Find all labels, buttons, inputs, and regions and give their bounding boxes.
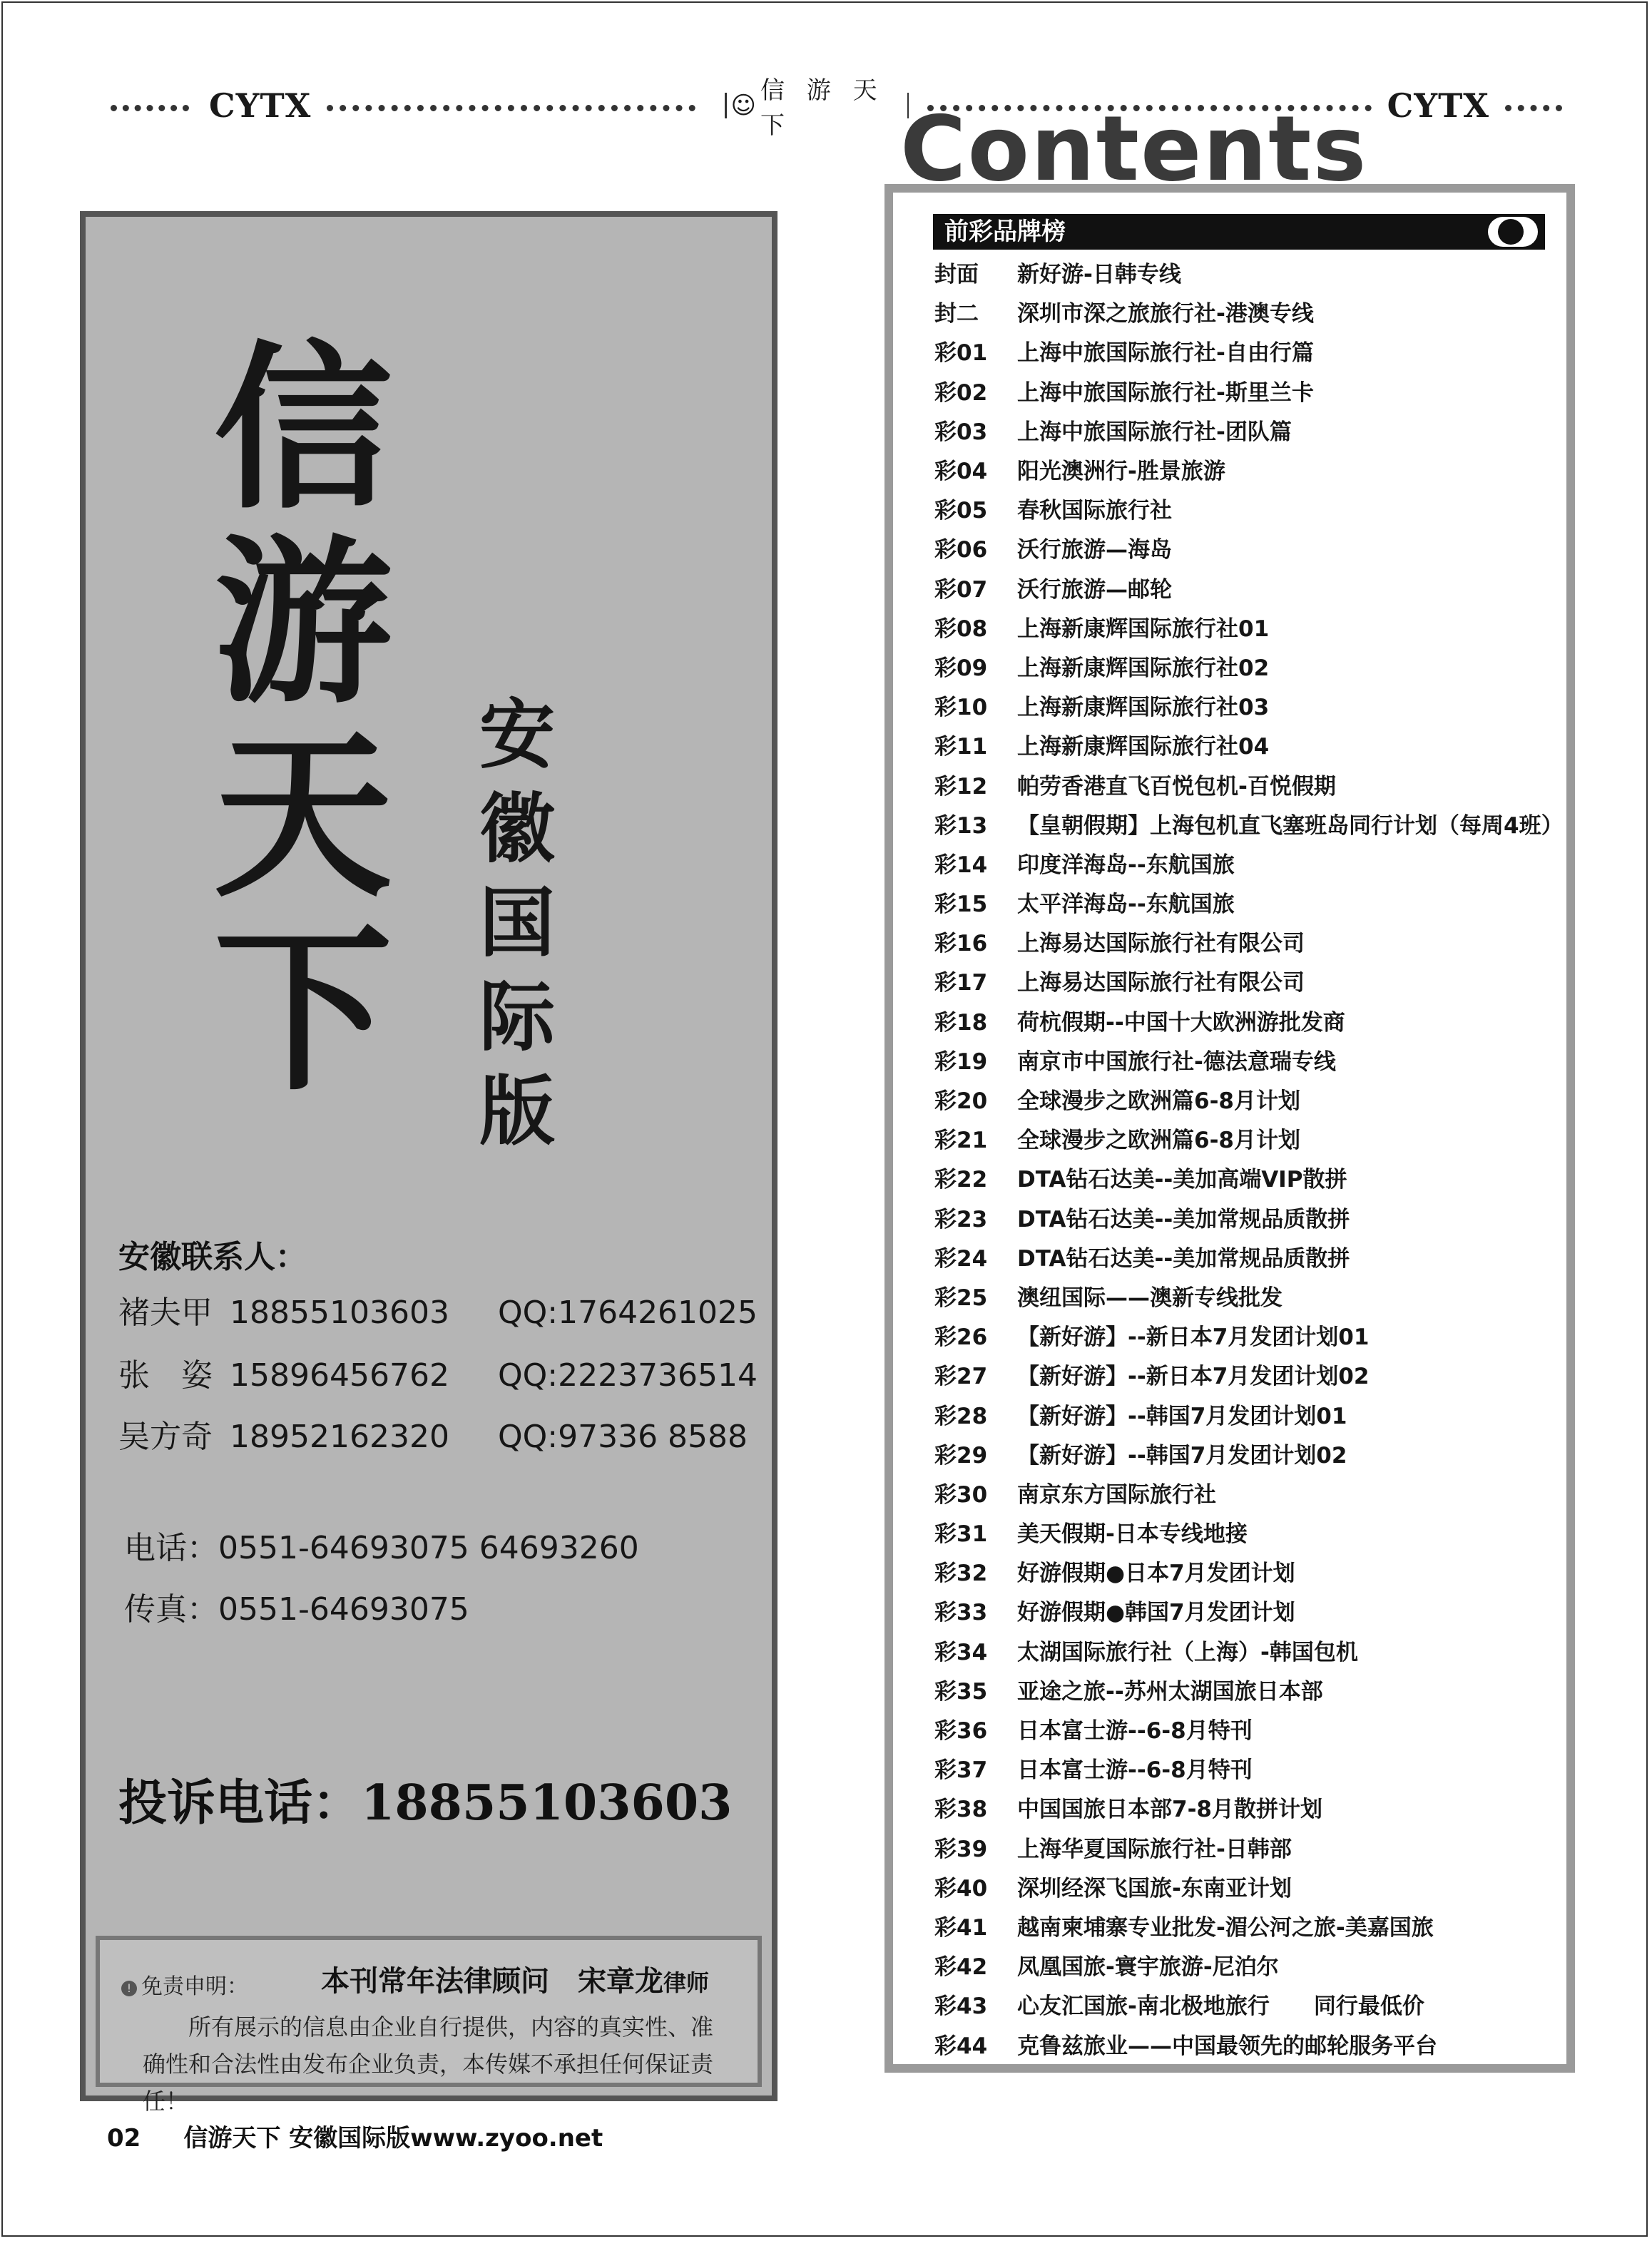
dotted-rule [327, 105, 695, 111]
toc-title: DTA钻石达美--美加常规品质散拼 [1017, 1206, 1350, 1232]
toc-item[interactable] [934, 764, 1562, 803]
toc-title: 上海新康辉国际旅行社03 [1017, 695, 1270, 721]
toc-item[interactable] [934, 1827, 1562, 1867]
toc-title: 荷杭假期--中国十大欧洲游批发商 [1017, 1009, 1345, 1036]
toc-page: 封二 [934, 301, 979, 327]
toc-item[interactable] [934, 1473, 1562, 1512]
toc-page: 彩38 [934, 1797, 988, 1823]
disclaimer-box [96, 1936, 762, 2115]
contact-phone: 18855103603 [230, 1295, 449, 1331]
info-icon: ! [121, 1981, 137, 1996]
toc-item[interactable] [934, 804, 1562, 843]
toc-page: 彩07 [934, 576, 988, 603]
toc-page: 彩18 [934, 1009, 988, 1036]
toc-page: 彩34 [934, 1639, 988, 1665]
disclaimer-label-text: 免责申明： [141, 1974, 248, 1999]
toc-item[interactable] [934, 252, 1562, 292]
contact-phone: 18952162320 [230, 1419, 449, 1455]
toc-title: 好游假期●韩国7月发团计划 [1017, 1600, 1295, 1626]
toc-item[interactable] [934, 1630, 1562, 1670]
contact-qq: QQ:1764261025 [498, 1295, 758, 1331]
toc-item[interactable] [934, 1198, 1562, 1237]
contact-name: 吴方奇 [118, 1419, 213, 1455]
toc-item[interactable] [934, 410, 1562, 449]
toc-title: 【新好游】--新日本7月发团计划02 [1017, 1364, 1370, 1390]
toc-item[interactable] [934, 528, 1562, 567]
toc-page: 彩40 [934, 1875, 988, 1901]
toc-item[interactable] [934, 1434, 1562, 1473]
toc-page: 彩04 [934, 459, 988, 485]
fax: 传真：0551-64693075 [124, 1591, 469, 1628]
toc-page: 彩30 [934, 1481, 988, 1508]
toc-item[interactable] [934, 1867, 1562, 1906]
toc-title: 太平洋海岛--东航国旅 [1017, 892, 1235, 918]
toc-title: 帕劳香港直飞百悦包机-百悦假期 [1017, 773, 1336, 800]
subtitle-char: 国 [479, 878, 555, 967]
header-brand-right: CYTX [1387, 86, 1489, 125]
toc-page: 彩29 [934, 1442, 988, 1469]
toc-title: 【新好游】--韩国7月发团计划01 [1017, 1403, 1347, 1429]
toc-page: 彩03 [934, 419, 988, 445]
toc-item[interactable] [934, 961, 1562, 1000]
toc-page: 彩02 [934, 379, 988, 406]
toc-page: 彩08 [934, 616, 988, 642]
subtitle-char: 际 [479, 972, 555, 1061]
toc-item[interactable] [934, 1984, 1562, 2023]
telephone: 电话：0551-64693075 64693260 [124, 1530, 639, 1566]
divider [725, 93, 727, 118]
toc-item[interactable] [934, 1118, 1562, 1158]
toc-page: 彩11 [934, 734, 988, 760]
title-char: 游 [214, 517, 392, 727]
toc-item[interactable] [934, 449, 1562, 489]
toc-title: DTA钻石达美--美加高端VIP散拼 [1017, 1167, 1347, 1193]
toc-item[interactable] [934, 1040, 1562, 1079]
toc-item[interactable] [934, 1276, 1562, 1315]
toc-item[interactable] [934, 1512, 1562, 1551]
toc-list [934, 252, 1562, 2063]
title-char: 信 [214, 323, 392, 533]
title-char: 下 [214, 905, 392, 1115]
toc-title: 南京东方国际旅行社 [1017, 1481, 1216, 1508]
table-of-contents [884, 184, 1575, 2073]
toc-page: 彩24 [934, 1245, 988, 1272]
toc-item[interactable] [934, 1591, 1562, 1630]
disclaimer-text: 所有展示的信息由企业自行提供，内容的真实性、准确性和合法性由发布企业负责，本传媒不承担任何保证责任！ [143, 2013, 714, 2115]
toc-item[interactable] [934, 1906, 1562, 1945]
toc-page: 彩01 [934, 340, 988, 367]
contact-name: 褚夫甲 [118, 1295, 213, 1331]
header-left [111, 84, 695, 127]
toc-title: 上海新康辉国际旅行社02 [1017, 655, 1270, 681]
toc-page: 彩12 [934, 773, 988, 800]
toc-item[interactable] [934, 489, 1562, 528]
toc-title: 克鲁兹旅业——中国最领先的邮轮服务平台 [1017, 2033, 1437, 2059]
toc-title: 越南柬埔寨专业批发-湄公河之旅-美嘉国旅 [1017, 1914, 1434, 1941]
legal-counsel-text: 本刊常年法律顾问 宋章龙 [321, 1965, 663, 1998]
toc-title: 澳纽国际——澳新专线批发 [1017, 1285, 1283, 1311]
dotted-rule [111, 105, 189, 111]
toc-title: 印度洋海岛--东航国旅 [1017, 852, 1235, 878]
toc-title: 上海易达国际旅行社有限公司 [1017, 931, 1305, 957]
title-char: 天 [214, 711, 392, 921]
toc-title: 新好游-日韩专线 [1017, 262, 1181, 288]
toc-item[interactable] [934, 1787, 1562, 1827]
toc-page: 彩20 [934, 1088, 988, 1115]
toc-title: 上海中旅国际旅行社-斯里兰卡 [1017, 379, 1314, 406]
toc-page: 彩37 [934, 1757, 988, 1784]
page-footer [107, 2118, 603, 2153]
toc-page: 彩35 [934, 1678, 988, 1705]
toc-item[interactable] [934, 1670, 1562, 1709]
toc-title: 凤凰国旅-寰宇旅游-尼泊尔 [1017, 1954, 1279, 1981]
toc-item[interactable] [934, 1748, 1562, 1787]
toc-page: 彩42 [934, 1954, 988, 1981]
contact-row [118, 1411, 748, 1456]
toc-title: 中国国旅日本部7-8月散拼计划 [1017, 1797, 1323, 1823]
toc-item[interactable] [934, 1158, 1562, 1197]
toc-item[interactable] [934, 843, 1562, 882]
section-title: 前彩品牌榜 [944, 218, 1066, 246]
toc-item[interactable] [934, 1315, 1562, 1354]
complaint-hotline: 投诉电话：18855103603 [118, 1775, 733, 1832]
toc-item[interactable] [934, 646, 1562, 685]
toc-page: 彩15 [934, 892, 988, 918]
header-brand-left: CYTX [209, 86, 312, 125]
toc-page: 彩23 [934, 1206, 988, 1232]
toc-title: 深圳经深飞国旅-东南亚计划 [1017, 1875, 1292, 1901]
toc-page: 彩27 [934, 1364, 988, 1390]
toc-page: 彩28 [934, 1403, 988, 1429]
circle-icon [1488, 217, 1538, 247]
subtitle-char: 徽 [479, 784, 555, 873]
toc-title: 上海华夏国际旅行社-日韩部 [1017, 1836, 1292, 1862]
toc-page: 彩19 [934, 1048, 988, 1075]
toc-page: 彩39 [934, 1836, 988, 1862]
toc-item[interactable] [934, 1354, 1562, 1394]
toc-page: 彩06 [934, 537, 988, 563]
toc-title: 美天假期-日本专线地接 [1017, 1521, 1248, 1548]
toc-item[interactable] [934, 1709, 1562, 1748]
toc-page: 彩43 [934, 1994, 988, 2020]
toc-title: 太湖国际旅行社（上海）-韩国包机 [1017, 1639, 1358, 1665]
toc-item[interactable] [934, 685, 1562, 725]
toc-title: 上海易达国际旅行社有限公司 [1017, 970, 1305, 996]
toc-item[interactable] [934, 607, 1562, 646]
disclaimer-label [121, 1969, 248, 2000]
toc-item[interactable] [934, 371, 1562, 410]
toc-item[interactable] [934, 331, 1562, 370]
toc-title: 上海新康辉国际旅行社04 [1017, 734, 1270, 760]
magazine-info-panel [80, 211, 777, 2115]
toc-title: 亚途之旅--苏州太湖国旅日本部 [1017, 1678, 1323, 1705]
toc-item[interactable] [934, 1079, 1562, 1118]
contact-phone: 15896456762 [230, 1357, 449, 1394]
toc-page: 彩10 [934, 695, 988, 721]
toc-page: 彩33 [934, 1600, 988, 1626]
toc-item[interactable] [934, 882, 1562, 922]
contents-title: Contents [900, 96, 1368, 201]
header-center-text: 信 游 天 下 [760, 76, 884, 140]
edition-subtitle [474, 688, 560, 1158]
toc-page: 彩32 [934, 1561, 988, 1587]
toc-page: 彩09 [934, 655, 988, 681]
toc-item[interactable] [934, 725, 1562, 764]
toc-item[interactable] [934, 568, 1562, 607]
toc-title: 上海中旅国际旅行社-团队篇 [1017, 419, 1292, 445]
contact-qq: QQ:2223736514 [498, 1357, 758, 1394]
smiley-icon: ☺ [730, 91, 756, 120]
toc-page: 彩36 [934, 1718, 988, 1745]
toc-page: 彩17 [934, 970, 988, 996]
subtitle-char: 安 [479, 690, 555, 779]
page-number: 02 [107, 2124, 141, 2153]
contact-name: 张 姿 [118, 1357, 213, 1394]
toc-title: 深圳市深之旅旅行社-港澳专线 [1017, 301, 1314, 327]
toc-page: 彩44 [934, 2033, 988, 2059]
contacts-heading: 安徽联系人： [118, 1239, 307, 1275]
toc-title: 好游假期●日本7月发团计划 [1017, 1561, 1295, 1587]
toc-title: 南京市中国旅行社-德法意瑞专线 [1017, 1048, 1336, 1075]
dotted-rule [1505, 105, 1562, 111]
toc-title: 日本富士游--6-8月特刊 [1017, 1718, 1253, 1745]
toc-page: 彩25 [934, 1285, 988, 1311]
toc-title: 【新好游】--新日本7月发团计划01 [1017, 1324, 1370, 1351]
toc-item[interactable] [934, 1551, 1562, 1591]
header-center [720, 76, 913, 140]
toc-title: 心友汇国旅-南北极地旅行 同行最低价 [1017, 1994, 1424, 2020]
legal-counsel [321, 1959, 709, 1999]
toc-page: 封面 [934, 262, 979, 288]
toc-item[interactable] [934, 1001, 1562, 1040]
toc-item[interactable] [934, 2023, 1562, 2063]
toc-page: 彩05 [934, 498, 988, 524]
toc-title: 阳光澳洲行-胜景旅游 [1017, 459, 1225, 485]
toc-title: 沃行旅游—海岛 [1017, 537, 1172, 563]
toc-title: 【皇朝假期】上海包机直飞塞班岛同行计划（每周4班） [1017, 812, 1564, 839]
toc-title: 【新好游】--韩国7月发团计划02 [1017, 1442, 1347, 1469]
toc-page: 彩21 [934, 1128, 988, 1154]
toc-page: 彩14 [934, 852, 988, 878]
contact-qq: QQ:97336 8588 [498, 1419, 748, 1455]
toc-page: 彩41 [934, 1914, 988, 1941]
toc-page: 彩26 [934, 1324, 988, 1351]
toc-item[interactable] [934, 1945, 1562, 1984]
contact-row [118, 1287, 758, 1332]
toc-title: 全球漫步之欧洲篇6-8月计划 [1017, 1088, 1301, 1115]
toc-page: 彩22 [934, 1167, 988, 1193]
toc-item[interactable] [934, 1237, 1562, 1276]
toc-title: 春秋国际旅行社 [1017, 498, 1172, 524]
toc-item[interactable] [934, 292, 1562, 331]
toc-title: 日本富士游--6-8月特刊 [1017, 1757, 1253, 1784]
toc-title: 全球漫步之欧洲篇6-8月计划 [1017, 1128, 1301, 1154]
toc-title: DTA钻石达美--美加常规品质散拼 [1017, 1245, 1350, 1272]
subtitle-char: 版 [479, 1066, 555, 1155]
toc-title: 上海新康辉国际旅行社01 [1017, 616, 1270, 642]
toc-title: 上海中旅国际旅行社-自由行篇 [1017, 340, 1314, 367]
magazine-title [200, 323, 407, 1115]
toc-page: 彩16 [934, 931, 988, 957]
contact-row [118, 1349, 758, 1395]
toc-page: 彩13 [934, 812, 988, 839]
toc-page: 彩31 [934, 1521, 988, 1548]
legal-counsel-suffix: 律师 [663, 1969, 710, 1996]
toc-item[interactable] [934, 922, 1562, 961]
section-header [933, 214, 1545, 250]
toc-item[interactable] [934, 1394, 1562, 1433]
footer-text: 信游天下 安徽国际版www.zyoo.net [183, 2124, 603, 2153]
toc-title: 沃行旅游—邮轮 [1017, 576, 1172, 603]
